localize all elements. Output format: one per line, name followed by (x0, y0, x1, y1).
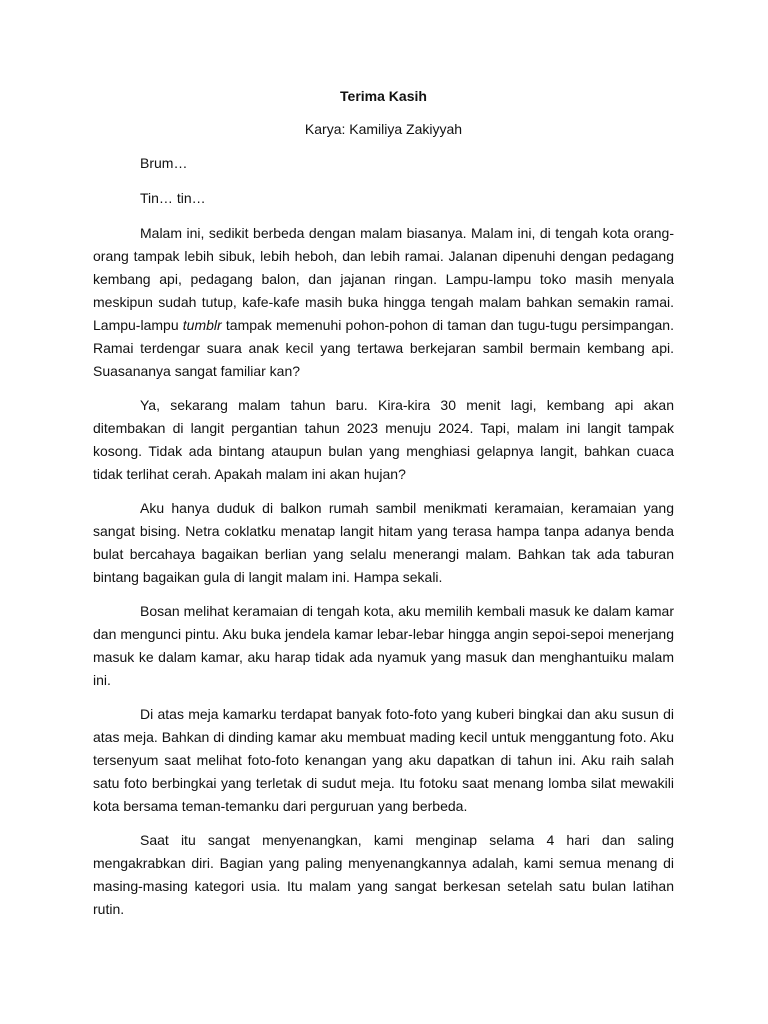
story-author: Karya: Kamiliya Zakiyyah (304, 121, 463, 137)
paragraph-1: Brum… (140, 155, 188, 171)
paragraph-5: Aku hanya duduk di balkon rumah sambil menikmati keramaian, keramaian yang sangat bising. Netra coklatku menatap langit hitam yang terasa hampa tanpa adanya benda bulat bercahaya bagaikan berlian yang selalu menerangi malam. Bahkan tak ada taburan bintang bagaikan gula di langit malam ini. Hampa sekali. (93, 500, 674, 585)
story-title: Terima Kasih (340, 88, 427, 104)
paragraph-6: Bosan melihat keramaian di tengah kota, aku memilih kembali masuk ke dalam kamar dan mengunci pintu. Aku buka jendela kamar lebar-lebar hingga angin sepoi-sepoi menerjang masuk ke dalam kamar, aku harap tidak ada nyamuk yang masuk dan menghantuiku malam ini. (93, 603, 674, 688)
paragraph-2: Tin… tin… (140, 190, 206, 206)
paragraph-4: Ya, sekarang malam tahun baru. Kira-kira 30 menit lagi, kembang api akan ditembakan di langit pergantian tahun 2023 menuju 2024. Tapi, malam ini langit tampak kosong. Tidak ada bintang ataupun bulan yang menghiasi gelapnya langit, bahkan cuaca tidak terlihat cerah. Apakah malam ini akan hujan? (93, 397, 674, 482)
paragraph-3 (93, 222, 674, 383)
paragraph-3-italic-word: tumblr (182, 317, 222, 333)
paragraph-3-text-after: tampak memenuhi pohon-pohon di taman dan tugu-tugu persimpangan. Ramai terdengar suara anak kecil yang tertawa berkejaran sambil bermain kembang api. Suasananya sangat familiar kan? (93, 317, 674, 379)
paragraph-3-text-before: Malam ini, sedikit berbeda dengan malam biasanya. Malam ini, di tengah kota orang-orang tampak lebih sibuk, lebih heboh, dan lebih ramai. Jalanan dipenuhi dengan pedagang kembang api, pedagang balon, dan jajanan ringan. Lampu-lampu toko masih menyala meskipun sudah tutup, kafe-kafe masih buka hingga tengah malam bahkan semakin ramai. Lampu-lampu (93, 225, 674, 333)
paragraph-8: Saat itu sangat menyenangkan, kami menginap selama 4 hari dan saling mengakrabkan diri. Bagian yang paling menyenangkannya adalah, kami semua menang di masing-masing kategori usia. Itu malam yang sangat berkesan setelah satu bulan latihan rutin. (93, 832, 674, 917)
paragraph-7: Di atas meja kamarku terdapat banyak foto-foto yang kuberi bingkai dan aku susun di atas meja. Bahkan di dinding kamar aku membuat mading kecil untuk menggantung foto. Aku tersenyum saat melihat foto-foto kenangan yang aku dapatkan di tahun ini. Aku raih salah satu foto berbingkai yang terletak di sudut meja. Itu fotoku saat menang lomba silat mewakili kota bersama teman-temanku dari perguruan yang berbeda. (93, 706, 674, 814)
